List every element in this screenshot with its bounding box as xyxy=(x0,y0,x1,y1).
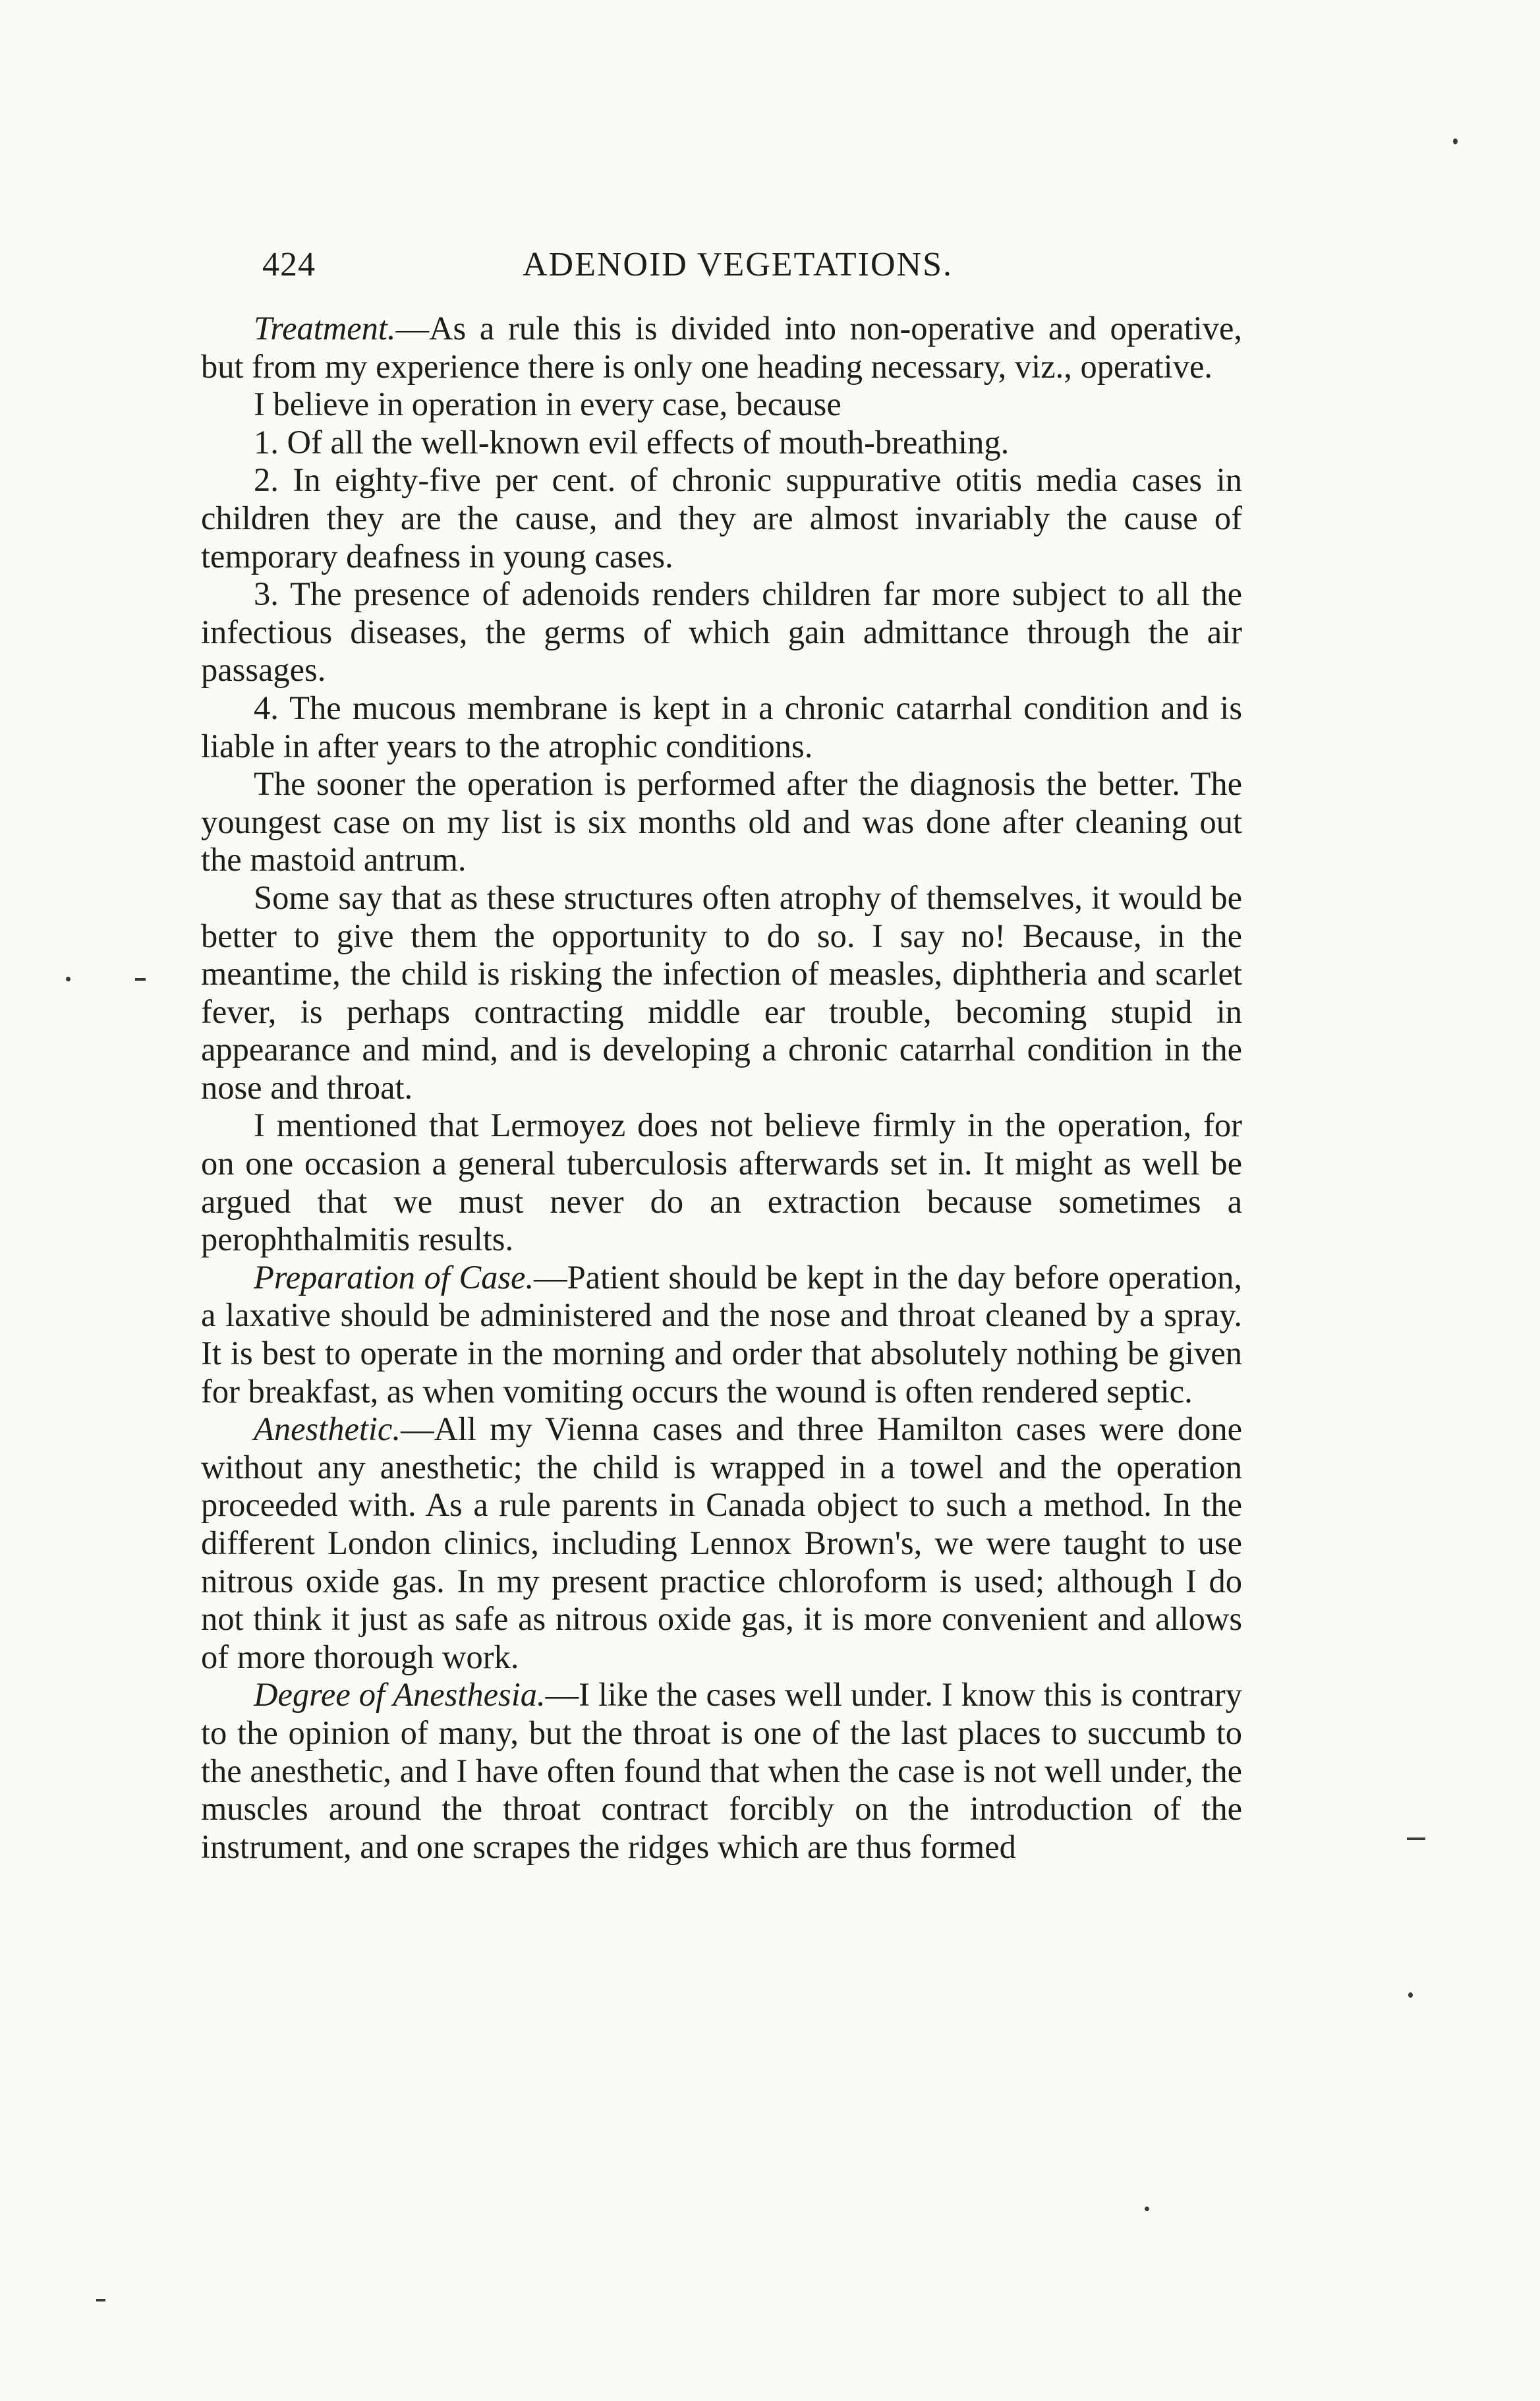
paragraph-lead: Preparation of Case. xyxy=(254,1258,534,1296)
list-item xyxy=(201,575,1242,689)
scan-speck xyxy=(1408,1992,1413,1998)
list-item xyxy=(201,461,1242,575)
running-title: ADENOID VEGETATIONS. xyxy=(523,246,954,283)
paragraph-preparation xyxy=(201,1259,1242,1410)
paragraph-body: —All my Vienna cases and three Hamilton cases were done without any anesthetic; the child is wrapped in a towel and the operation proceeded with. As a rule parents in Canada object to such a method. In the different London clinics, including Lennox Brown's, we were taught to use nitrous oxide gas. In my present practice chloroform is used; although I do not think it just as safe as nitrous oxide gas, it is more convenient and allows of more thorough work. xyxy=(201,1410,1242,1675)
paragraph-lead: Treatment. xyxy=(254,310,396,347)
paragraph-body: 3. The presence of adenoids renders children far more subject to all the infectious diseases, the germs of which gain admittance through the air passages. xyxy=(201,575,1242,689)
paragraph-treatment xyxy=(201,310,1242,386)
paragraph-body: Some say that as these structures often atrophy of themselves, it would be better to give them the opportunity to do so. I say no! Because, in the meantime, the child is risking the infection of measles, diphtheria and scarlet fever, is perhaps contracting middle ear trouble, becoming stupid in appearance and mind, and is developing a chronic catarrhal condition in the nose and throat. xyxy=(201,879,1242,1106)
body-text xyxy=(201,310,1242,1866)
margin-dash xyxy=(135,978,146,981)
paragraph-body: 1. Of all the well-known evil effects of mouth-breathing. xyxy=(254,423,1010,461)
paragraph-body: 4. The mucous membrane is kept in a chronic catarrhal condition and is liable in after years to the atrophic conditions. xyxy=(201,689,1242,765)
paragraph-body: —As a rule this is divided into non-operative and operative, but from my experience there is only one heading necessary, viz., operative. xyxy=(201,310,1242,385)
paragraph-degree-of-anesthesia xyxy=(201,1676,1242,1866)
paragraph xyxy=(201,879,1242,1107)
scan-speck xyxy=(1453,138,1458,144)
paragraph-lead: Degree of Anesthesia. xyxy=(254,1676,546,1714)
scan-speck xyxy=(1145,2207,1149,2211)
margin-dash xyxy=(1407,1837,1425,1840)
page-header xyxy=(262,245,1303,291)
paragraph-body: —Patient should be kept in the day before operation, a laxative should be administered and the nose and throat cleaned by a spray. It is best to operate in the morning and order that absolutely nothing be given for breakfast, as when vomiting occurs the wound is often rendered septic. xyxy=(201,1258,1243,1410)
paragraph-body: 2. In eighty-five per cent. of chronic suppurative otitis media cases in children they are the cause, and they are almost invariably the cause of temporary deafness in young cases. xyxy=(201,461,1242,575)
margin-dash xyxy=(96,2299,105,2301)
paragraph xyxy=(201,765,1242,879)
paragraph-body: I believe in operation in every case, because xyxy=(254,386,841,423)
scan-speck xyxy=(66,977,71,981)
paragraph-body: The sooner the operation is performed after the diagnosis the better. The youngest case on my list is six months old and was done after cleaning out the mastoid antrum. xyxy=(201,765,1242,879)
paragraph xyxy=(201,1107,1242,1258)
paragraph-body: —I like the cases well under. I know this is contrary to the opinion of many, but the throat is one of the last places to succumb to the anesthetic, and I have often found that when the case is not well under, the muscles around the throat contract forcibly on the introduction of the instrument, and one scrapes the ridges which are thus formed xyxy=(201,1676,1242,1865)
paragraph-lead: Anesthetic. xyxy=(254,1410,401,1448)
paragraph xyxy=(201,386,1242,424)
paragraph-anesthetic xyxy=(201,1410,1242,1676)
paragraph-body: I mentioned that Lermoyez does not believe firmly in the operation, for on one occasion a general tuberculosis afterwards set in. It might as well be argued that we must never do an extraction because sometimes a perophthalmitis results. xyxy=(201,1107,1242,1258)
page-number: 424 xyxy=(262,246,316,283)
list-item xyxy=(201,689,1242,765)
list-item xyxy=(201,424,1242,462)
